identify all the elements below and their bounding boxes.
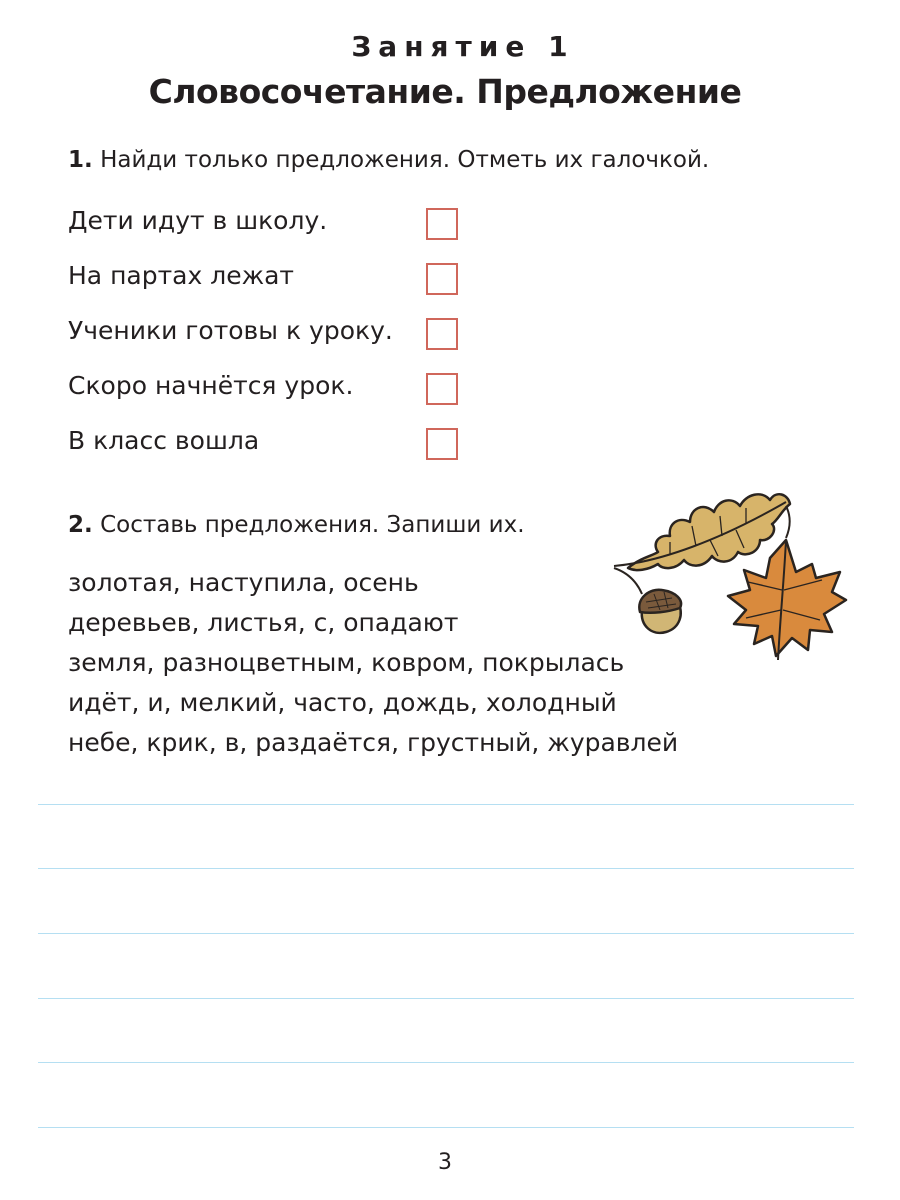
task2-heading <box>68 512 525 538</box>
sentence-row <box>68 200 468 255</box>
word-set: золотая, наступила, осень <box>68 568 419 597</box>
sentence-text: На партах лежат <box>68 261 294 290</box>
answer-line[interactable] <box>38 1127 854 1128</box>
sentence-list <box>68 200 468 475</box>
task1-number: 1. <box>68 147 93 173</box>
sentence-checkbox[interactable] <box>426 208 458 240</box>
answer-line[interactable] <box>38 933 854 934</box>
sentence-row <box>68 310 468 365</box>
word-set: идёт, и, мелкий, часто, дождь, холодный <box>68 688 617 717</box>
word-set: земля, разноцветным, ковром, покрылась <box>68 648 625 677</box>
task2-number: 2. <box>68 512 93 538</box>
sentence-checkbox[interactable] <box>426 263 458 295</box>
sentence-checkbox[interactable] <box>426 318 458 350</box>
sentence-checkbox[interactable] <box>426 428 458 460</box>
page-number: 3 <box>438 1150 452 1175</box>
task1-heading <box>68 147 709 173</box>
answer-line[interactable] <box>38 998 854 999</box>
word-set: деревьев, листья, с, опадают <box>68 608 459 637</box>
sentence-row <box>68 420 468 475</box>
answer-line[interactable] <box>38 868 854 869</box>
sentence-text: Ученики готовы к уроку. <box>68 316 393 345</box>
lesson-title: Словосочетание. Предложение <box>148 72 742 111</box>
word-set: небе, крик, в, раздаётся, грустный, журавлей <box>68 728 679 757</box>
sentence-text: Дети идут в школу. <box>68 206 328 235</box>
lesson-number: Занятие 1 <box>351 30 575 63</box>
sentence-row <box>68 255 468 310</box>
oak-leaf-icon <box>614 494 790 570</box>
answer-line[interactable] <box>38 804 854 805</box>
sentence-text: Скоро начнётся урок. <box>68 371 354 400</box>
acorn-icon <box>614 568 681 633</box>
sentence-checkbox[interactable] <box>426 373 458 405</box>
sentence-text: В класс вошла <box>68 426 260 455</box>
answer-line[interactable] <box>38 1062 854 1063</box>
task2-instruction: Составь предложения. Запиши их. <box>100 512 525 538</box>
sentence-row <box>68 365 468 420</box>
task1-instruction: Найди только предложения. Отметь их галочкой. <box>100 147 710 173</box>
autumn-illustration <box>600 460 860 705</box>
answer-area <box>38 772 854 1132</box>
